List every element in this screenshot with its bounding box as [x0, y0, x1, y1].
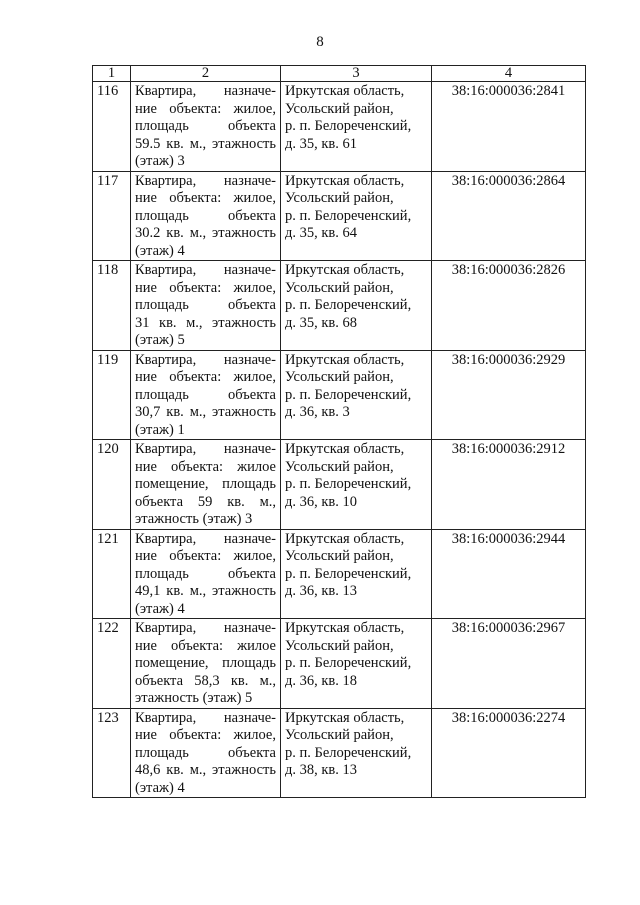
address-line: р. п. Белореченский, [285, 386, 412, 403]
address-line: р. п. Белореченский, [285, 744, 412, 761]
description-line: (этаж) 1 [135, 421, 185, 438]
cadastral-number-cell: 38:16:000036:2929 [432, 350, 586, 440]
table-row [93, 619, 586, 709]
table-body [93, 82, 586, 798]
description-line: ние объекта: жилое [135, 637, 276, 654]
row-number-cell: 120 [93, 440, 131, 530]
description-line: Квартира, назначе- [135, 441, 276, 457]
description-line: площадь объекта [135, 297, 276, 313]
description-line: ние объекта: жилое, [135, 548, 276, 564]
description-line: (этаж) 4 [135, 600, 185, 617]
property-table [92, 65, 586, 798]
description-line: (этаж) 4 [135, 242, 185, 259]
description-cell [131, 171, 281, 261]
description-line: 49,1 кв. м., этажность [135, 583, 276, 599]
table-row [93, 708, 586, 798]
address-line: д. 35, кв. 64 [285, 225, 358, 241]
description-line: Квартира, назначе- [135, 620, 276, 636]
description-line: помещение, площадь [135, 476, 276, 492]
description-line: этажность (этаж) 5 [135, 690, 253, 706]
table-row [93, 171, 586, 261]
address-line: д. 36, кв. 3 [285, 404, 350, 420]
description-line: площадь объекта [135, 118, 276, 134]
page-number: 8 [316, 34, 324, 50]
cadastral-number-cell: 38:16:000036:2912 [432, 440, 586, 530]
description-line: ние объекта: жилое, [135, 279, 276, 296]
row-number-cell: 122 [93, 619, 131, 709]
description-line: ние объекта: жилое, [135, 100, 276, 117]
table-row [93, 440, 586, 530]
address-line: р. п. Белореченский, [285, 297, 412, 313]
address-line: Иркутская область, [285, 172, 405, 189]
address-line: Усольский район, [285, 727, 394, 743]
column-header-3: 3 [281, 66, 432, 82]
description-line: объекта 59 кв. м., [135, 493, 276, 510]
address-cell [281, 82, 432, 172]
address-cell [281, 708, 432, 798]
address-line: Иркутская область, [285, 262, 405, 278]
address-line: р. п. Белореченский, [285, 565, 412, 582]
address-line: Усольский район, [285, 369, 394, 385]
address-cell [281, 440, 432, 530]
description-line: (этаж) 3 [135, 153, 185, 169]
address-line: д. 36, кв. 10 [285, 493, 358, 510]
description-cell [131, 529, 281, 619]
address-line: Иркутская область, [285, 530, 405, 547]
table-row [93, 350, 586, 440]
address-line: Иркутская область, [285, 620, 405, 636]
cadastral-number-cell: 38:16:000036:2864 [432, 171, 586, 261]
table-row [93, 261, 586, 351]
description-line: (этаж) 5 [135, 332, 185, 348]
description-line: (этаж) 4 [135, 779, 185, 796]
cadastral-number-cell: 38:16:000036:2967 [432, 619, 586, 709]
description-line: площадь объекта [135, 386, 276, 403]
row-number-cell: 116 [93, 82, 131, 172]
address-line: Усольский район, [285, 279, 394, 296]
description-line: Квартира, назначе- [135, 262, 276, 278]
cadastral-number-cell: 38:16:000036:2841 [432, 82, 586, 172]
address-line: р. п. Белореченский, [285, 207, 412, 224]
address-line: р. п. Белореченский, [285, 476, 412, 492]
cadastral-number-cell: 38:16:000036:2274 [432, 708, 586, 798]
address-line: Усольский район, [285, 548, 394, 564]
row-number-cell: 123 [93, 708, 131, 798]
address-line: Усольский район, [285, 458, 394, 475]
description-line: площадь объекта [135, 207, 276, 224]
description-cell [131, 261, 281, 351]
description-line: Квартира, назначе- [135, 709, 276, 726]
row-number-cell: 119 [93, 350, 131, 440]
column-header-1: 1 [93, 66, 131, 82]
address-line: Иркутская область, [285, 351, 405, 368]
description-line: ние объекта: жилое [135, 458, 276, 475]
address-line: д. 35, кв. 68 [285, 314, 358, 331]
table-row [93, 529, 586, 619]
column-header-4: 4 [432, 66, 586, 82]
address-cell [281, 529, 432, 619]
description-line: площадь объекта [135, 744, 276, 761]
address-line: д. 35, кв. 61 [285, 135, 358, 152]
description-line: помещение, площадь [135, 655, 276, 671]
description-cell [131, 82, 281, 172]
address-cell [281, 171, 432, 261]
address-line: Иркутская область, [285, 709, 405, 726]
description-cell [131, 619, 281, 709]
cadastral-number-cell: 38:16:000036:2944 [432, 529, 586, 619]
description-line: 30,7 кв. м., этажность [135, 404, 276, 420]
address-line: Иркутская область, [285, 441, 405, 457]
address-line: Усольский район, [285, 637, 394, 654]
address-line: р. п. Белореченский, [285, 655, 412, 671]
description-line: Квартира, назначе- [135, 83, 276, 99]
address-line: Усольский район, [285, 100, 394, 117]
description-cell [131, 350, 281, 440]
description-line: объекта 58,3 кв. м., [135, 672, 276, 689]
description-line: 48,6 кв. м., этажность [135, 762, 276, 778]
description-line: этажность (этаж) 3 [135, 511, 253, 527]
row-number-cell: 118 [93, 261, 131, 351]
cadastral-number-cell: 38:16:000036:2826 [432, 261, 586, 351]
row-number-cell: 121 [93, 529, 131, 619]
table-header [93, 66, 586, 82]
address-cell [281, 261, 432, 351]
description-line: 31 кв. м., этажность [135, 314, 276, 331]
description-line: ние объекта: жилое, [135, 369, 276, 385]
address-cell [281, 350, 432, 440]
description-line: Квартира, назначе- [135, 172, 276, 189]
row-number-cell: 117 [93, 171, 131, 261]
description-line: ние объекта: жилое, [135, 190, 276, 206]
table-row [93, 82, 586, 172]
description-line: площадь объекта [135, 565, 276, 582]
description-cell [131, 440, 281, 530]
address-line: Усольский район, [285, 190, 394, 206]
address-line: д. 36, кв. 13 [285, 583, 358, 599]
address-line: д. 36, кв. 18 [285, 672, 358, 689]
description-cell [131, 708, 281, 798]
description-line: 30.2 кв. м., этажность [135, 225, 276, 241]
address-cell [281, 619, 432, 709]
description-line: ние объекта: жилое, [135, 727, 276, 743]
address-line: д. 38, кв. 13 [285, 762, 358, 778]
description-line: Квартира, назначе- [135, 351, 276, 368]
column-header-2: 2 [131, 66, 281, 82]
description-line: 59.5 кв. м., этажность [135, 135, 276, 152]
address-line: Иркутская область, [285, 83, 405, 99]
address-line: р. п. Белореченский, [285, 118, 412, 134]
description-line: Квартира, назначе- [135, 530, 276, 547]
